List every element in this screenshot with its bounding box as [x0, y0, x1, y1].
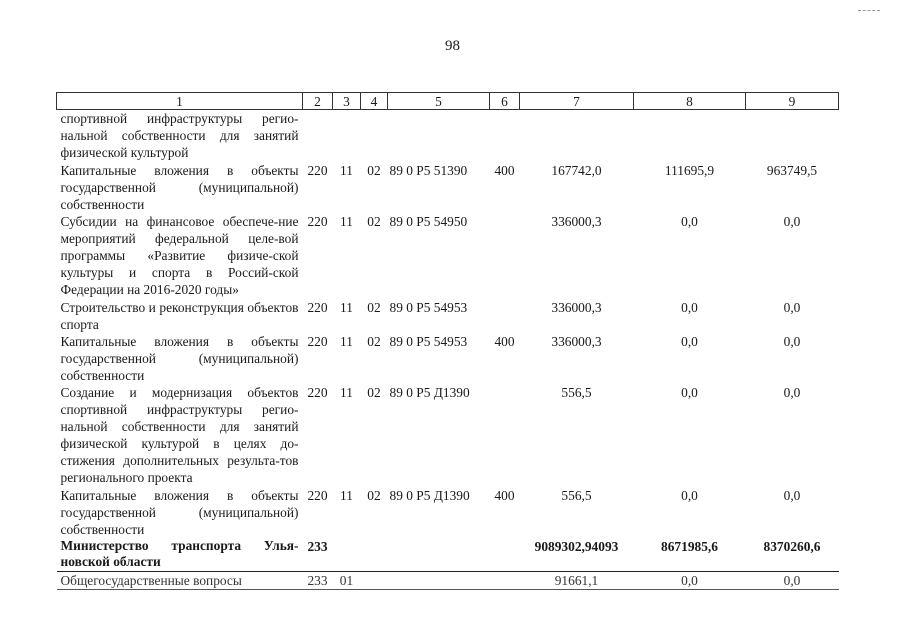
cell-target-article: 89 0 Р5 Д1390	[389, 487, 470, 503]
cell-amount-2: 0,0	[681, 487, 698, 503]
cell-section: 11	[340, 333, 353, 349]
cell-amount-3: 0,0	[783, 213, 801, 229]
row-name: Строительство и реконструкция объектов спорта	[60, 299, 299, 332]
column-header: 6	[490, 93, 520, 110]
cell-section: 11	[340, 299, 353, 315]
cell-amount-1: 336000,3	[551, 299, 602, 315]
cell-subsection: 02	[367, 162, 381, 178]
cell-subsection: 02	[367, 333, 381, 349]
cell-amount-1: 167742,0	[551, 162, 602, 178]
cell-ministry: 220	[307, 384, 328, 400]
cell-amount-2: 0,0	[681, 213, 698, 229]
cell-amount-1: 336000,3	[551, 333, 602, 349]
row-name: Капитальные вложения в объекты государственной (муниципальной) собственности	[60, 333, 299, 383]
cell-expense-type	[490, 213, 520, 299]
cell-subsection: 02	[367, 299, 381, 315]
cell-target-article: 89 0 Р5 54950	[389, 213, 468, 229]
cell-target-article: 89 0 Р5 51390	[389, 162, 468, 178]
table-row-ministry-total	[57, 538, 839, 572]
cell-target-article: 89 0 Р5 Д1390	[389, 384, 470, 400]
column-header: 3	[333, 93, 361, 110]
header-row	[57, 93, 839, 110]
cell-section: 11	[340, 162, 353, 178]
cell-section: 11	[340, 213, 353, 229]
table-row	[57, 487, 839, 538]
cell-section	[333, 110, 361, 162]
page-number: 98	[445, 38, 460, 54]
cell-target-article	[388, 110, 490, 162]
column-header: 7	[520, 93, 634, 110]
cell-expense-type: 400	[494, 162, 515, 178]
column-header: 8	[634, 93, 746, 110]
table-row	[57, 572, 839, 590]
cell-subsection	[361, 572, 388, 590]
table-row	[57, 213, 839, 299]
cell-section: 11	[340, 384, 353, 400]
cell-amount-2: 111695,9	[664, 162, 715, 178]
cell-ministry: 220	[307, 333, 328, 349]
cell-target-article	[388, 572, 490, 590]
cell-amount-3: 0,0	[783, 487, 801, 503]
cell-amount-2	[634, 110, 746, 162]
cell-ministry: 220	[307, 299, 328, 315]
table-body	[57, 110, 839, 590]
cell-amount-1: 91661,1	[520, 572, 634, 590]
scan-artifact-mark	[858, 10, 880, 11]
budget-table	[56, 92, 839, 590]
cell-expense-type	[490, 572, 520, 590]
cell-expense-type: 400	[494, 333, 515, 349]
cell-amount-3: 8370260,6	[746, 538, 839, 572]
cell-amount-3: 963749,5	[766, 162, 818, 178]
cell-section: 01	[333, 572, 361, 590]
table-row	[57, 333, 839, 384]
cell-amount-2: 0,0	[681, 299, 698, 315]
column-header: 1	[57, 93, 303, 110]
cell-expense-type: 400	[494, 487, 515, 503]
cell-section: 11	[340, 487, 353, 503]
cell-ministry: 220	[307, 487, 328, 503]
cell-amount-1: 9089302,94093	[520, 538, 634, 572]
table-header	[57, 93, 839, 110]
table-row	[57, 384, 839, 487]
cell-amount-1: 556,5	[561, 487, 592, 503]
row-name: Капитальные вложения в объекты государственной (муниципальной) собственности	[60, 162, 299, 212]
cell-ministry: 220	[307, 162, 328, 178]
row-name: Капитальные вложения в объекты государственной (муниципальной) собственности	[60, 487, 299, 537]
cell-expense-type	[490, 299, 520, 333]
cell-ministry: 233	[303, 538, 333, 572]
table-row	[57, 299, 839, 333]
row-name: Министерство транспорта Улья-новской области	[57, 538, 303, 572]
cell-section	[333, 538, 361, 572]
cell-amount-2: 0,0	[681, 333, 698, 349]
column-header: 4	[361, 93, 388, 110]
cell-amount-3: 0,0	[746, 572, 839, 590]
row-name: Создание и модернизация объектов спортивной инфраструктуры регио-нальной собственности для занятий физической культурой в целях до-стижения дополнительных результа-тов регионального проекта	[60, 384, 299, 485]
cell-amount-3: 0,0	[783, 299, 801, 315]
cell-target-article	[388, 538, 490, 572]
table-row	[57, 162, 839, 213]
cell-amount-1	[520, 110, 634, 162]
cell-subsection: 02	[367, 384, 381, 400]
cell-amount-2: 0,0	[634, 572, 746, 590]
cell-subsection	[361, 538, 388, 572]
row-name: спортивной инфраструктуры регио-нальной собственности для занятий физической культурой	[60, 111, 299, 160]
cell-subsection: 02	[367, 213, 381, 229]
column-header: 5	[388, 93, 490, 110]
cell-expense-type	[490, 538, 520, 572]
cell-amount-2: 0,0	[681, 384, 698, 400]
column-header: 2	[303, 93, 333, 110]
cell-expense-type	[490, 384, 520, 487]
cell-amount-2: 8671985,6	[634, 538, 746, 572]
cell-target-article: 89 0 Р5 54953	[389, 333, 468, 349]
cell-target-article: 89 0 Р5 54953	[389, 299, 468, 315]
row-name: Общегосударственные вопросы	[57, 572, 303, 590]
cell-ministry	[303, 110, 333, 162]
cell-ministry: 233	[303, 572, 333, 590]
cell-subsection	[361, 110, 388, 162]
row-name: Субсидии на финансовое обеспече-ние мероприятий федеральной целе-вой программы «Развитие физиче-ской культуры и спорта в Россий-ской Федерации на 2016-2020 годы»	[60, 213, 299, 297]
cell-expense-type	[490, 110, 520, 162]
cell-amount-1: 336000,3	[551, 213, 602, 229]
cell-amount-3	[746, 110, 839, 162]
cell-amount-3: 0,0	[783, 384, 801, 400]
table-row	[57, 110, 839, 162]
column-header: 9	[746, 93, 839, 110]
cell-subsection: 02	[367, 487, 381, 503]
cell-amount-1: 556,5	[561, 384, 592, 400]
cell-amount-3: 0,0	[783, 333, 801, 349]
cell-ministry: 220	[307, 213, 328, 229]
